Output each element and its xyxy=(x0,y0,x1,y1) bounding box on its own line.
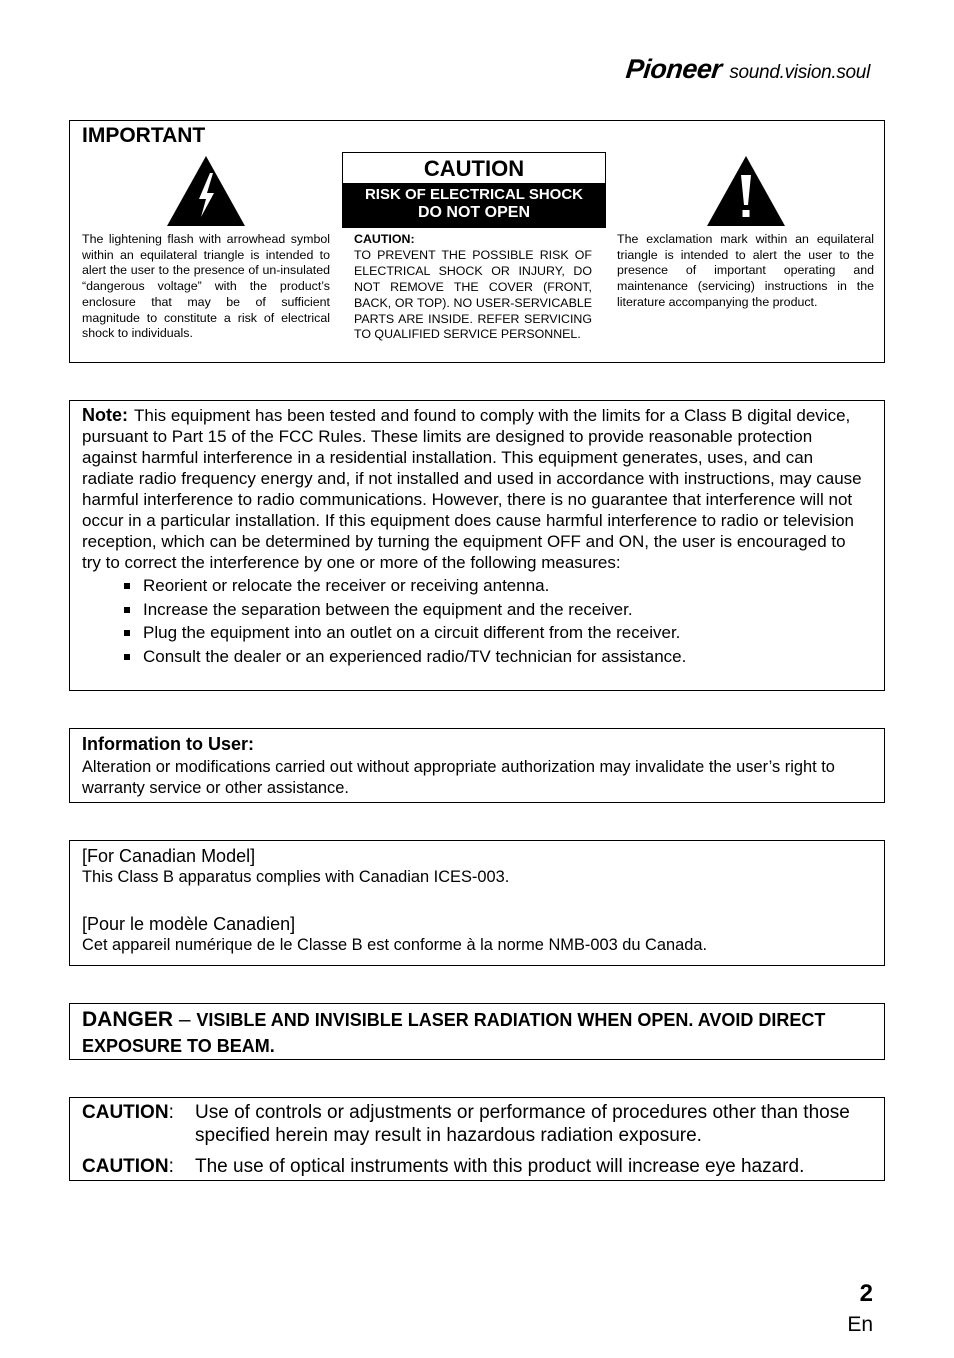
list-item xyxy=(124,645,884,669)
caution-colon: : xyxy=(168,1156,174,1177)
list-item-text: Increase the separation between the equipment and the receiver. xyxy=(143,599,633,619)
danger-text: VISIBLE AND INVISIBLE LASER RADIATION WHEN OPEN. AVOID DIRECT EXPOSURE TO BEAM. xyxy=(82,1010,826,1056)
bullet-icon xyxy=(124,583,130,589)
caution-label-line1: RISK OF ELECTRICAL SHOCK xyxy=(364,186,584,203)
bullet-icon xyxy=(124,607,130,613)
danger-dash: – xyxy=(173,1008,197,1031)
lightning-warning-icon xyxy=(166,155,246,227)
canadian-model-box xyxy=(69,840,885,966)
caution-row-text: Use of controls or adjustments or performance of procedures other than those specified herein may result in hazardous radiation exposure. xyxy=(195,1102,850,1146)
bullet-icon xyxy=(124,654,130,660)
note-paragraph: This equipment has been tested and found to comply with the limits for a Class B digital device, pursuant to Part 15 of the FCC Rules. These limits are designed to provide reasonable protection against harmful interference in a residential installation. This equipment generates, uses, and can radiate radio frequency energy and, if not installed and used in accordance with instructions, may cause harmful interference to radio communications. However, there is no guarantee that interference will not occur in a particular installation. If this equipment does cause harmful interference to radio or television reception, which can be determined by turning the equipment OFF and ON, the user is encouraged to try to correct the interference by one or more of the following measures: xyxy=(82,406,862,572)
canadian-text-en: This Class B apparatus complies with Canadian ICES-003. xyxy=(82,868,510,886)
information-heading: Information to User: xyxy=(82,734,255,754)
note-label: Note: xyxy=(82,405,128,425)
canadian-heading-fr: [Pour le modèle Canadien] xyxy=(82,914,296,934)
important-box xyxy=(69,120,885,363)
caution-label-band xyxy=(343,183,605,227)
danger-word: DANGER xyxy=(82,1008,174,1031)
caution-label xyxy=(342,152,606,228)
list-item-text: Reorient or relocate the receiver or receiving antenna. xyxy=(143,576,550,595)
caution-label-line2: DO NOT OPEN xyxy=(417,204,530,221)
canadian-text-fr: Cet appareil numérique de le Classe B est conforme à la norme NMB-003 du Canada. xyxy=(82,936,707,954)
pioneer-logo xyxy=(626,54,870,85)
information-text: Alteration or modifications carried out without appropriate authorization may invalidate the user’s right to warranty service or other assistance. xyxy=(82,758,835,797)
caution-description xyxy=(354,232,592,343)
caution-row xyxy=(82,1155,872,1178)
caution-label-title: CAUTION xyxy=(423,156,525,181)
brand-name: Pioneer xyxy=(624,54,723,84)
danger-box xyxy=(69,1003,885,1060)
fcc-note-box xyxy=(69,400,885,691)
canadian-heading-en: [For Canadian Model] xyxy=(82,846,256,866)
laser-caution-box xyxy=(69,1097,885,1181)
list-item xyxy=(124,574,884,598)
exclamation-warning-icon xyxy=(706,155,786,227)
caution-colon: : xyxy=(168,1102,174,1123)
list-item-text: Consult the dealer or an experienced radio/TV technician for assistance. xyxy=(143,646,687,666)
page-number: 2 xyxy=(859,1280,873,1307)
caution-description-heading: CAUTION: xyxy=(354,232,415,246)
lightning-description: The lightening flash with arrowhead symbol within an equilateral triangle is intended to alert the user to the presence of un-insulated “dangerous voltage” with the product’s enclosure that may be of sufficient magnitude to constitute a risk of electrical shock to individuals. xyxy=(82,232,330,341)
caution-row xyxy=(82,1101,872,1147)
caution-row-text: The use of optical instruments with this product will increase eye hazard. xyxy=(195,1156,805,1177)
brand-tagline: sound.vision.soul xyxy=(729,62,870,83)
list-item xyxy=(124,598,884,622)
exclamation-description: The exclamation mark within an equilateral triangle is intended to alert the user to the presence of important operating and maintenance (servicing) instructions in the literature accompanying the product. xyxy=(617,232,874,309)
important-title: IMPORTANT xyxy=(82,124,206,147)
caution-description-text: TO PREVENT THE POSSIBLE RISK OF ELECTRICAL SHOCK OR INJURY, DO NOT REMOVE THE COVER (FRONT, BACK, OR TOP). NO USER-SERVICABLE PARTS ARE INSIDE. REFER SERVICING TO QUALIFIED SERVICE PERSONNEL. xyxy=(354,247,592,342)
fcc-note-text xyxy=(82,405,868,573)
page-language: En xyxy=(847,1313,873,1336)
caution-word: CAUTION xyxy=(82,1156,169,1177)
caution-row-label xyxy=(82,1155,195,1178)
bullet-icon xyxy=(124,630,130,636)
caution-word: CAUTION xyxy=(82,1102,169,1123)
list-item-text: Plug the equipment into an outlet on a circuit different from the receiver. xyxy=(143,623,681,642)
information-box xyxy=(69,728,885,803)
list-item xyxy=(124,621,884,645)
measures-list xyxy=(82,574,884,668)
caution-row-label xyxy=(82,1101,195,1147)
